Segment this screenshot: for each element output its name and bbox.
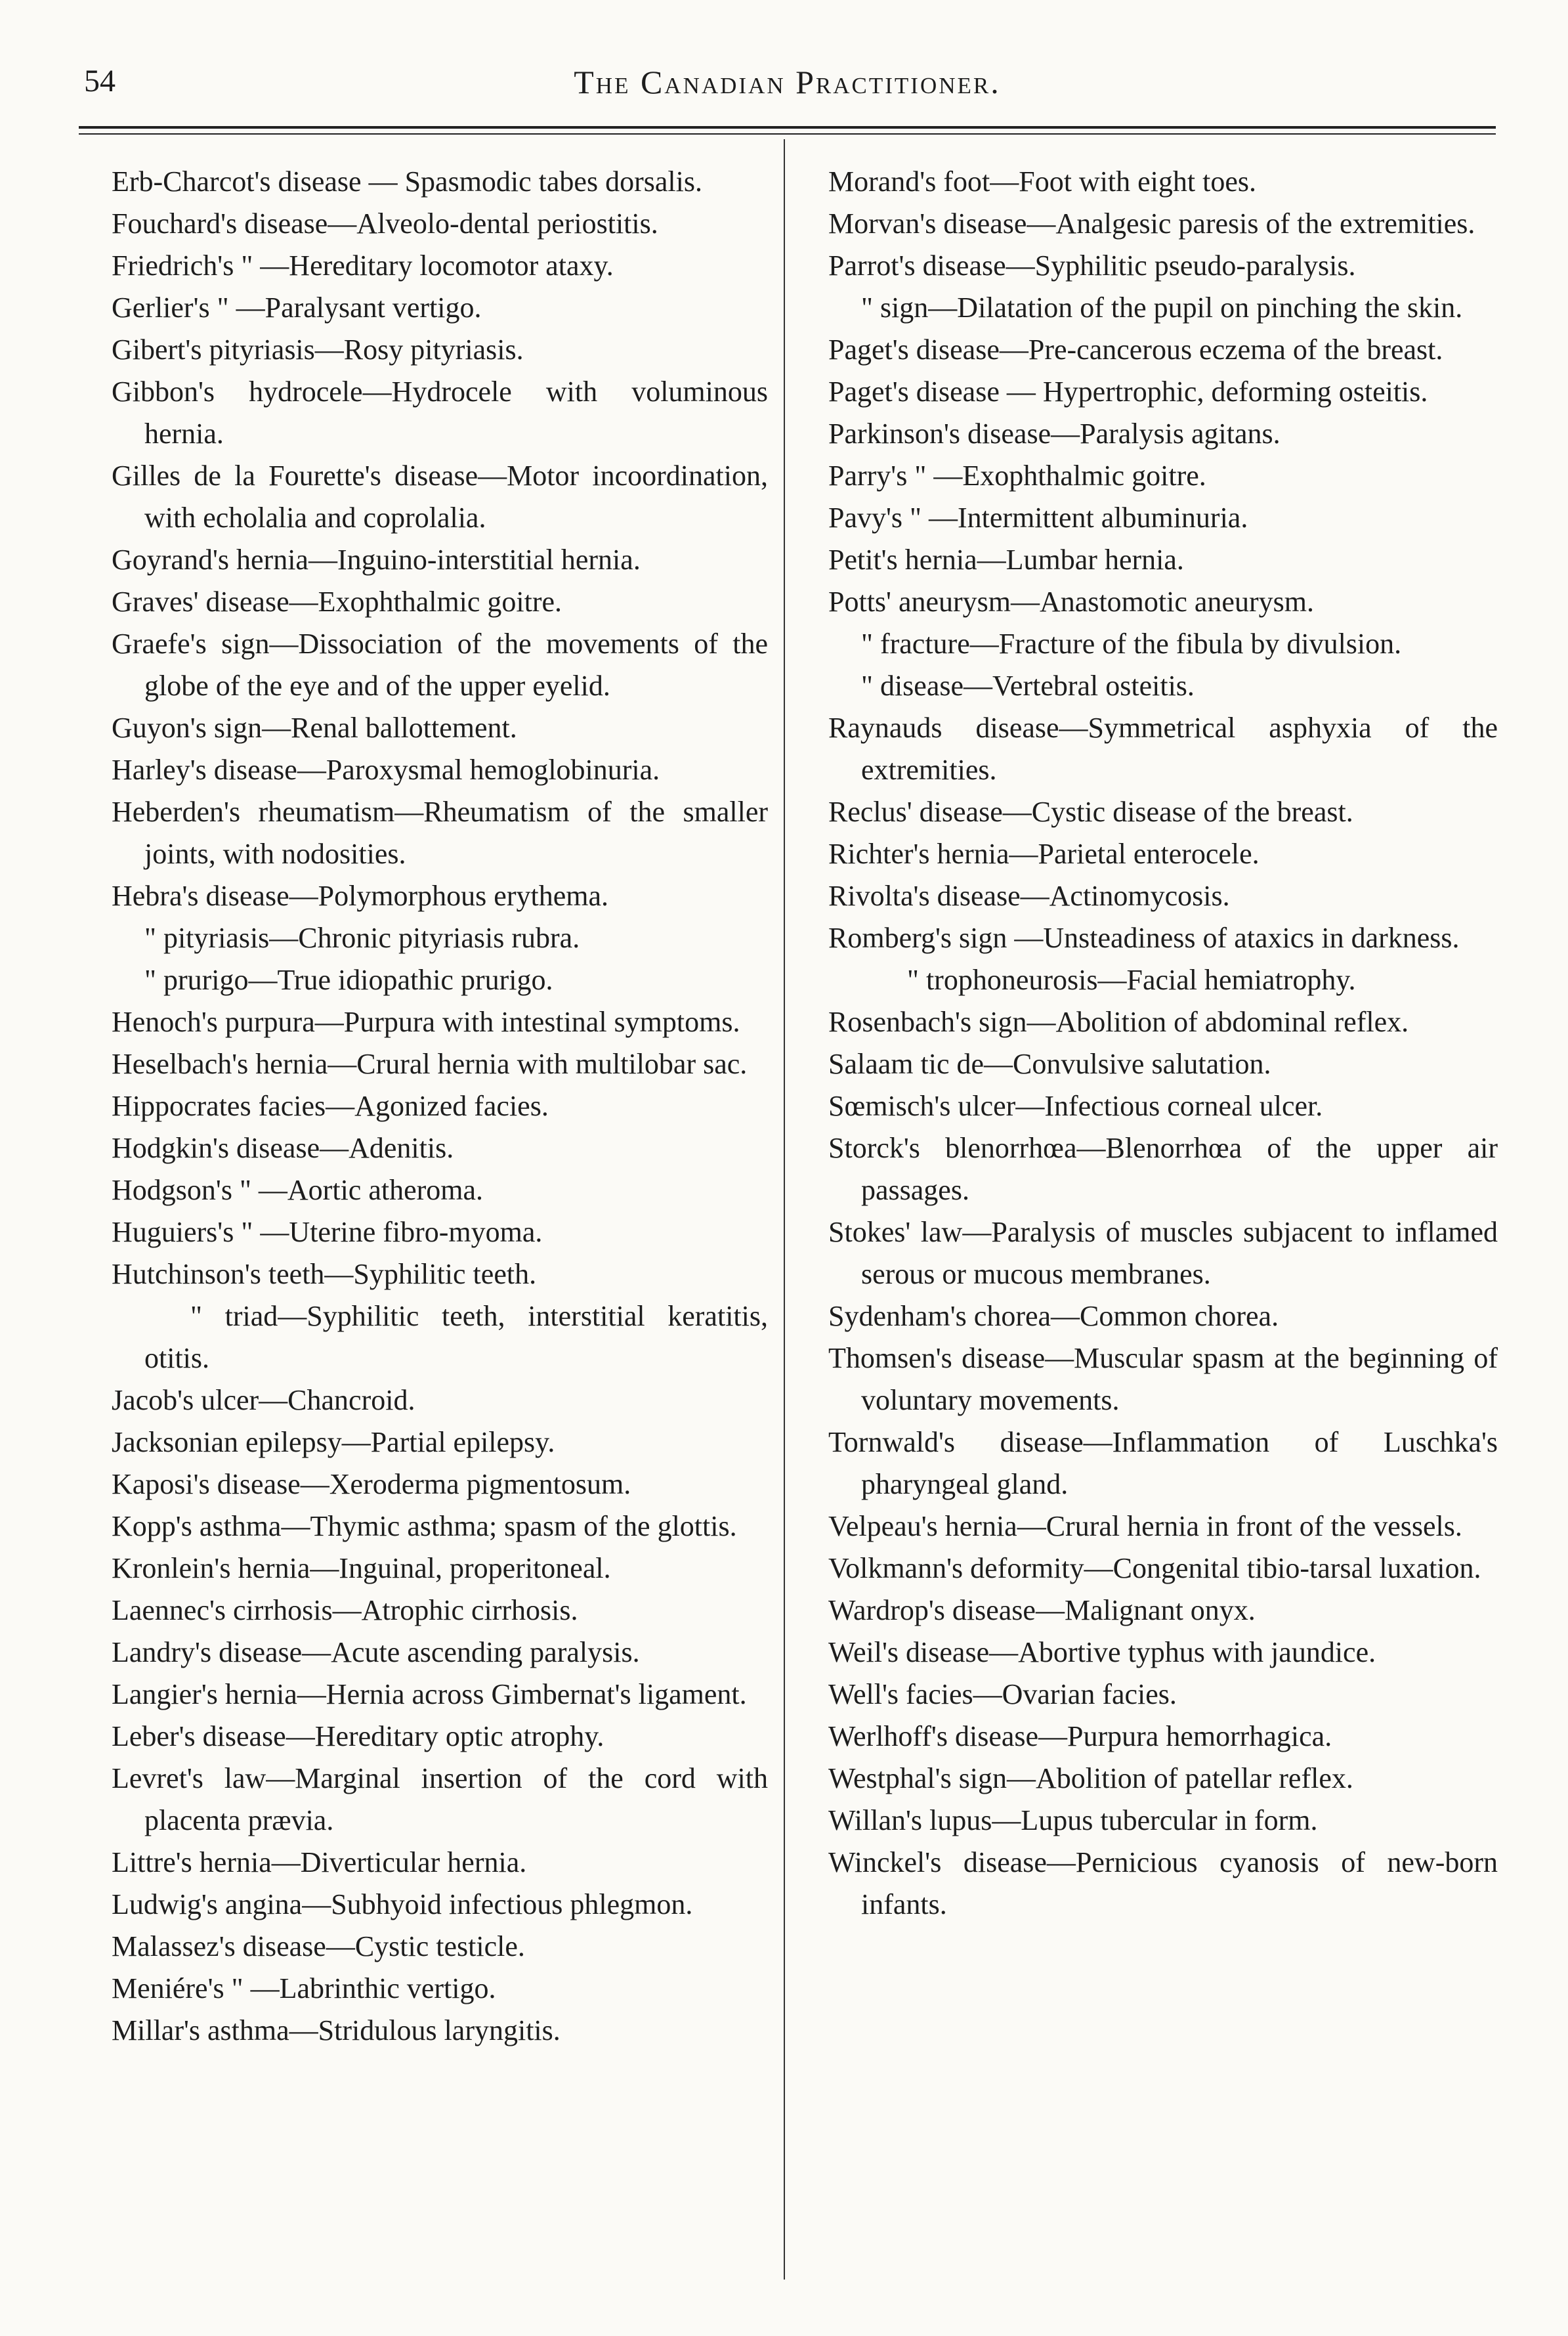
glossary-entry: Gibert's pityriasis—Rosy pityriasis. bbox=[112, 334, 524, 366]
glossary-entry: Graves' disease—Exophthalmic goitre. bbox=[112, 586, 562, 618]
glossary-entry: Potts' aneurysm—Anastomotic aneurysm. bbox=[828, 586, 1314, 618]
glossary-entry: Fouchard's disease—Alveolo-dental periostitis. bbox=[112, 207, 658, 240]
glossary-entry: Volkmann's deformity—Congenital tibio-tarsal luxation. bbox=[828, 1552, 1481, 1584]
glossary-entry: Laennec's cirrhosis—Atrophic cirrhosis. bbox=[112, 1594, 578, 1626]
page-number: 54 bbox=[84, 64, 116, 98]
glossary-entry: " disease—Vertebral osteitis. bbox=[861, 670, 1195, 702]
glossary-entry: Rivolta's disease—Actinomycosis. bbox=[828, 880, 1230, 912]
glossary-entry: Winckel's disease—Pernicious cyanosis of new-born infants. bbox=[828, 1846, 1498, 1920]
column-divider bbox=[784, 139, 785, 2280]
running-title: The Canadian Practitioner. bbox=[574, 64, 1001, 100]
glossary-entry: Sydenham's chorea—Common chorea. bbox=[828, 1300, 1279, 1332]
glossary-entry: Morand's foot—Foot with eight toes. bbox=[828, 165, 1257, 198]
glossary-entry: Jacksonian epilepsy—Partial epilepsy. bbox=[112, 1426, 555, 1458]
glossary-entry: Friedrich's " —Hereditary locomotor ataxy. bbox=[112, 249, 614, 282]
glossary-entry: Leber's disease—Hereditary optic atrophy. bbox=[112, 1720, 604, 1752]
glossary-entry: Littre's hernia—Diverticular hernia. bbox=[112, 1846, 527, 1878]
glossary-entry: Huguiers's " —Uterine fibro-myoma. bbox=[112, 1216, 543, 1248]
glossary-entry: Sœmisch's ulcer—Infectious corneal ulcer. bbox=[828, 1090, 1323, 1122]
glossary-entry: Pavy's " —Intermittent albuminuria. bbox=[828, 502, 1248, 534]
glossary-entry: Romberg's sign —Unsteadiness of ataxics in darkness. bbox=[828, 922, 1460, 954]
header-rule-thin bbox=[79, 133, 1496, 135]
glossary-entry: Jacob's ulcer—Chancroid. bbox=[112, 1384, 415, 1416]
glossary-entry: " pityriasis—Chronic pityriasis rubra. bbox=[144, 922, 580, 954]
glossary-entry: Heselbach's hernia—Crural hernia with multilobar sac. bbox=[112, 1048, 748, 1080]
glossary-entry: Raynauds disease—Symmetrical asphyxia of the extremities. bbox=[828, 712, 1498, 786]
glossary-entry: Willan's lupus—Lupus tubercular in form. bbox=[828, 1804, 1318, 1836]
glossary-entry: Wardrop's disease—Malignant onyx. bbox=[828, 1594, 1256, 1626]
glossary-entry: Kaposi's disease—Xeroderma pigmentosum. bbox=[112, 1468, 631, 1500]
glossary-entry: Parrot's disease—Syphilitic pseudo-paralysis. bbox=[828, 249, 1356, 282]
glossary-entry: Langier's hernia—Hernia across Gimbernat's ligament. bbox=[112, 1678, 747, 1710]
right-column bbox=[828, 161, 1498, 1926]
glossary-entry: Storck's blenorrhœa—Blenorrhœa of the upper air passages. bbox=[828, 1132, 1498, 1206]
glossary-entry: Stokes' law—Paralysis of muscles subjacent to inflamed serous or mucous membranes. bbox=[828, 1216, 1498, 1290]
glossary-entry: Parkinson's disease—Paralysis agitans. bbox=[828, 418, 1281, 450]
glossary-entry: Richter's hernia—Parietal enterocele. bbox=[828, 838, 1260, 870]
header-rule-thick bbox=[79, 126, 1496, 129]
glossary-entry: Kronlein's hernia—Inguinal, properitoneal. bbox=[112, 1552, 611, 1584]
glossary-entry: Harley's disease—Paroxysmal hemoglobinuria. bbox=[112, 754, 660, 786]
glossary-entry: Paget's disease—Pre-cancerous eczema of the breast. bbox=[828, 334, 1443, 366]
glossary-entry: Westphal's sign—Abolition of patellar reflex. bbox=[828, 1762, 1353, 1794]
glossary-entry: Weil's disease—Abortive typhus with jaundice. bbox=[828, 1636, 1376, 1668]
glossary-entry: Levret's law—Marginal insertion of the cord with placenta prævia. bbox=[112, 1762, 768, 1836]
glossary-entry: " fracture—Fracture of the fibula by divulsion. bbox=[861, 628, 1402, 660]
glossary-entry: Malassez's disease—Cystic testicle. bbox=[112, 1930, 525, 1962]
glossary-entry: Kopp's asthma—Thymic asthma; spasm of the glottis. bbox=[112, 1510, 737, 1542]
glossary-entry: Ludwig's angina—Subhyoid infectious phlegmon. bbox=[112, 1888, 693, 1920]
glossary-entry: Hodgson's " —Aortic atheroma. bbox=[112, 1174, 484, 1206]
glossary-entry: " triad—Syphilitic teeth, interstitial keratitis, otitis. bbox=[144, 1300, 768, 1374]
glossary-entry: " sign—Dilatation of the pupil on pinching the skin. bbox=[861, 292, 1463, 324]
glossary-entry: Morvan's disease—Analgesic paresis of the extremities. bbox=[828, 207, 1475, 240]
glossary-entry: Tornwald's disease—Inflammation of Luschka's pharyngeal gland. bbox=[828, 1426, 1498, 1500]
glossary-entry: Rosenbach's sign—Abolition of abdominal reflex. bbox=[828, 1006, 1409, 1038]
glossary-entry: Goyrand's hernia—Inguino-interstitial hernia. bbox=[112, 544, 641, 576]
glossary-entry: Petit's hernia—Lumbar hernia. bbox=[828, 544, 1184, 576]
glossary-entry: " prurigo—True idiopathic prurigo. bbox=[144, 964, 553, 996]
glossary-entry: Guyon's sign—Renal ballottement. bbox=[112, 712, 517, 744]
glossary-entry: Salaam tic de—Convulsive salutation. bbox=[828, 1048, 1271, 1080]
glossary-entry: Hippocrates facies—Agonized facies. bbox=[112, 1090, 549, 1122]
glossary-entry: Paget's disease — Hypertrophic, deforming osteitis. bbox=[828, 376, 1428, 408]
glossary-entry: Landry's disease—Acute ascending paralysis. bbox=[112, 1636, 640, 1668]
glossary-entry: Heberden's rheumatism—Rheumatism of the smaller joints, with nodosities. bbox=[112, 796, 768, 870]
glossary-entry: Graefe's sign—Dissociation of the movements of the globe of the eye and of the upper eyelid. bbox=[112, 628, 768, 702]
glossary-entry: Hutchinson's teeth—Syphilitic teeth. bbox=[112, 1258, 537, 1290]
glossary-entry: " trophoneurosis—Facial hemiatrophy. bbox=[907, 964, 1356, 996]
glossary-entry: Hebra's disease—Polymorphous erythema. bbox=[112, 880, 608, 912]
glossary-entry: Reclus' disease—Cystic disease of the breast. bbox=[828, 796, 1353, 828]
glossary-entry: Velpeau's hernia—Crural hernia in front of the vessels. bbox=[828, 1510, 1462, 1542]
glossary-entry: Parry's " —Exophthalmic goitre. bbox=[828, 460, 1206, 492]
glossary-entry: Millar's asthma—Stridulous laryngitis. bbox=[112, 2014, 561, 2046]
glossary-entry: Meniére's " —Labrinthic vertigo. bbox=[112, 1972, 496, 2004]
page-header bbox=[79, 59, 1496, 105]
glossary-entry: Hodgkin's disease—Adenitis. bbox=[112, 1132, 454, 1164]
glossary-entry: Gerlier's " —Paralysant vertigo. bbox=[112, 292, 482, 324]
glossary-entry: Thomsen's disease—Muscular spasm at the beginning of voluntary movements. bbox=[828, 1342, 1498, 1416]
glossary-entry: Gilles de la Fourette's disease—Motor incoordination, with echolalia and coprolalia. bbox=[112, 460, 768, 534]
left-column bbox=[112, 161, 768, 2052]
glossary-entry: Well's facies—Ovarian facies. bbox=[828, 1678, 1177, 1710]
glossary-entry: Werlhoff's disease—Purpura hemorrhagica. bbox=[828, 1720, 1332, 1752]
glossary-entry: Erb-Charcot's disease — Spasmodic tabes dorsalis. bbox=[112, 165, 702, 198]
glossary-entry: Henoch's purpura—Purpura with intestinal symptoms. bbox=[112, 1006, 740, 1038]
glossary-entry: Gibbon's hydrocele—Hydrocele with voluminous hernia. bbox=[112, 376, 768, 450]
